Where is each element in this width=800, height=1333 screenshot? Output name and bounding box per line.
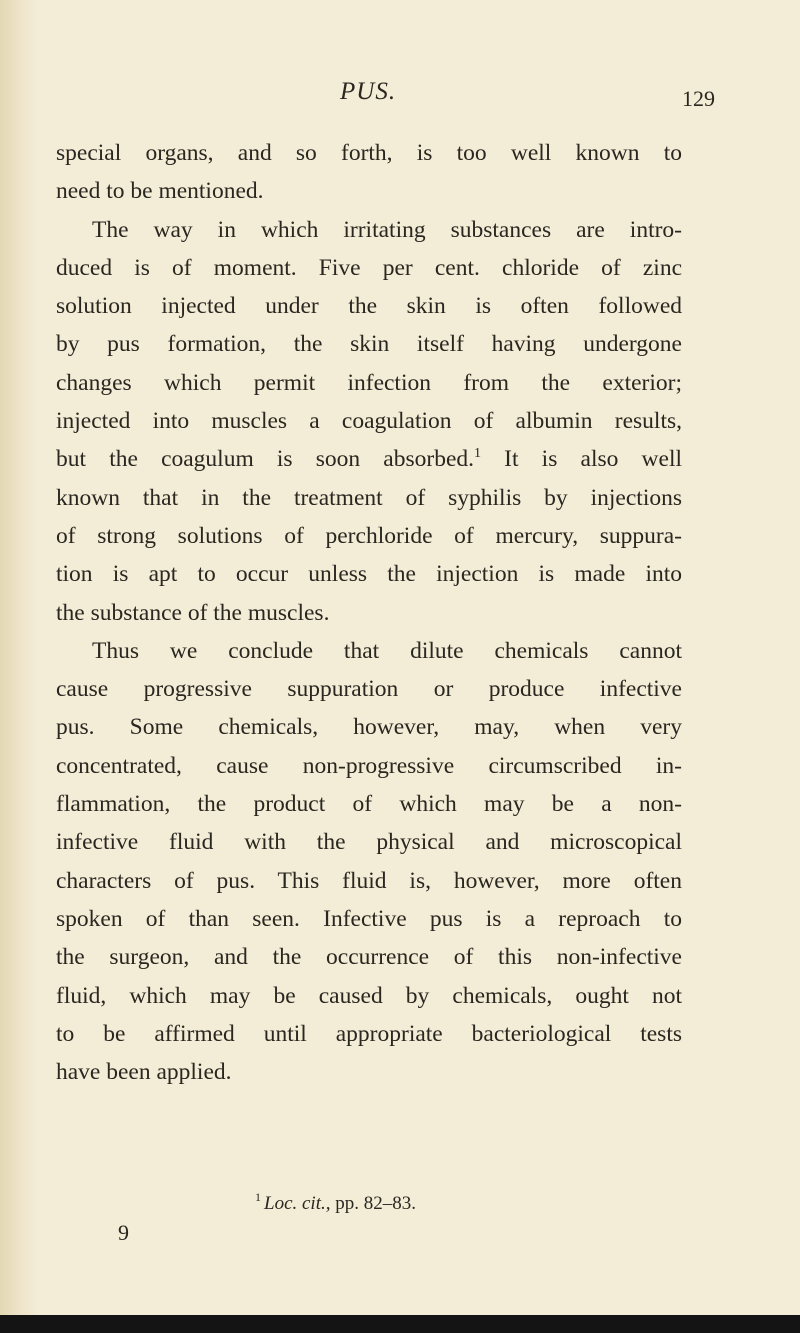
text-line: need to be mentioned. [56,178,264,205]
text-line: the substance of the muscles. [56,599,330,626]
page-header [0,78,800,118]
text-line: characters of pus. This fluid is, however, more often [56,867,682,894]
running-title: PUS. [340,78,397,105]
text-segment: but the coagulum is soon absorbed. [56,446,474,473]
text-line: duced is of moment. Five per cent. chloride of zinc [56,254,682,281]
text-line: concentrated, cause non-progressive circumscribed in- [56,752,682,779]
text-line: injected into muscles a coagulation of albumin results, [56,408,682,435]
text-line: changes which permit infection from the exterior; [56,369,682,396]
page-edge-shading [0,0,38,1333]
footnote-citation: Loc. cit., [264,1193,331,1214]
text-line: Thus we conclude that dilute chemicals cannot [92,637,682,664]
footnote-reference[interactable]: 1 [474,446,481,462]
footnote [255,1190,416,1215]
text-line: cause progressive suppuration or produce infective [56,676,682,703]
text-line: the surgeon, and the occurrence of this non-infective [56,944,682,971]
signature-mark: 9 [118,1220,129,1245]
footnote-pages: pp. 82–83. [330,1193,416,1214]
text-line: by pus formation, the skin itself having undergone [56,331,682,358]
text-segment: It is also well [481,446,682,473]
text-line-with-footnote [56,440,682,478]
page-number: 129 [682,86,715,111]
text-line: fluid, which may be caused by chemicals, ought not [56,982,682,1009]
text-line: infective fluid with the physical and microscopical [56,829,682,856]
page-bottom-edge [0,1315,800,1333]
text-line: special organs, and so forth, is too well known to [56,140,682,166]
text-line: flammation, the product of which may be a non- [56,791,682,818]
footnote-marker: 1 [255,1190,261,1204]
text-line: The way in which irritating substances are intro- [92,216,682,243]
text-line: to be affirmed until appropriate bacteriological tests [56,1020,682,1047]
text-line: pus. Some chemicals, however, may, when very [56,714,682,741]
text-line: known that in the treatment of syphilis by injections [56,484,682,511]
text-line: solution injected under the skin is often followed [56,293,682,320]
body-text [56,134,682,1091]
text-line: have been applied. [56,1059,232,1086]
text-line: of strong solutions of perchloride of mercury, suppura- [56,522,682,549]
text-line: spoken of than seen. Infective pus is a reproach to [56,905,682,932]
text-line: tion is apt to occur unless the injection is made into [56,561,682,588]
